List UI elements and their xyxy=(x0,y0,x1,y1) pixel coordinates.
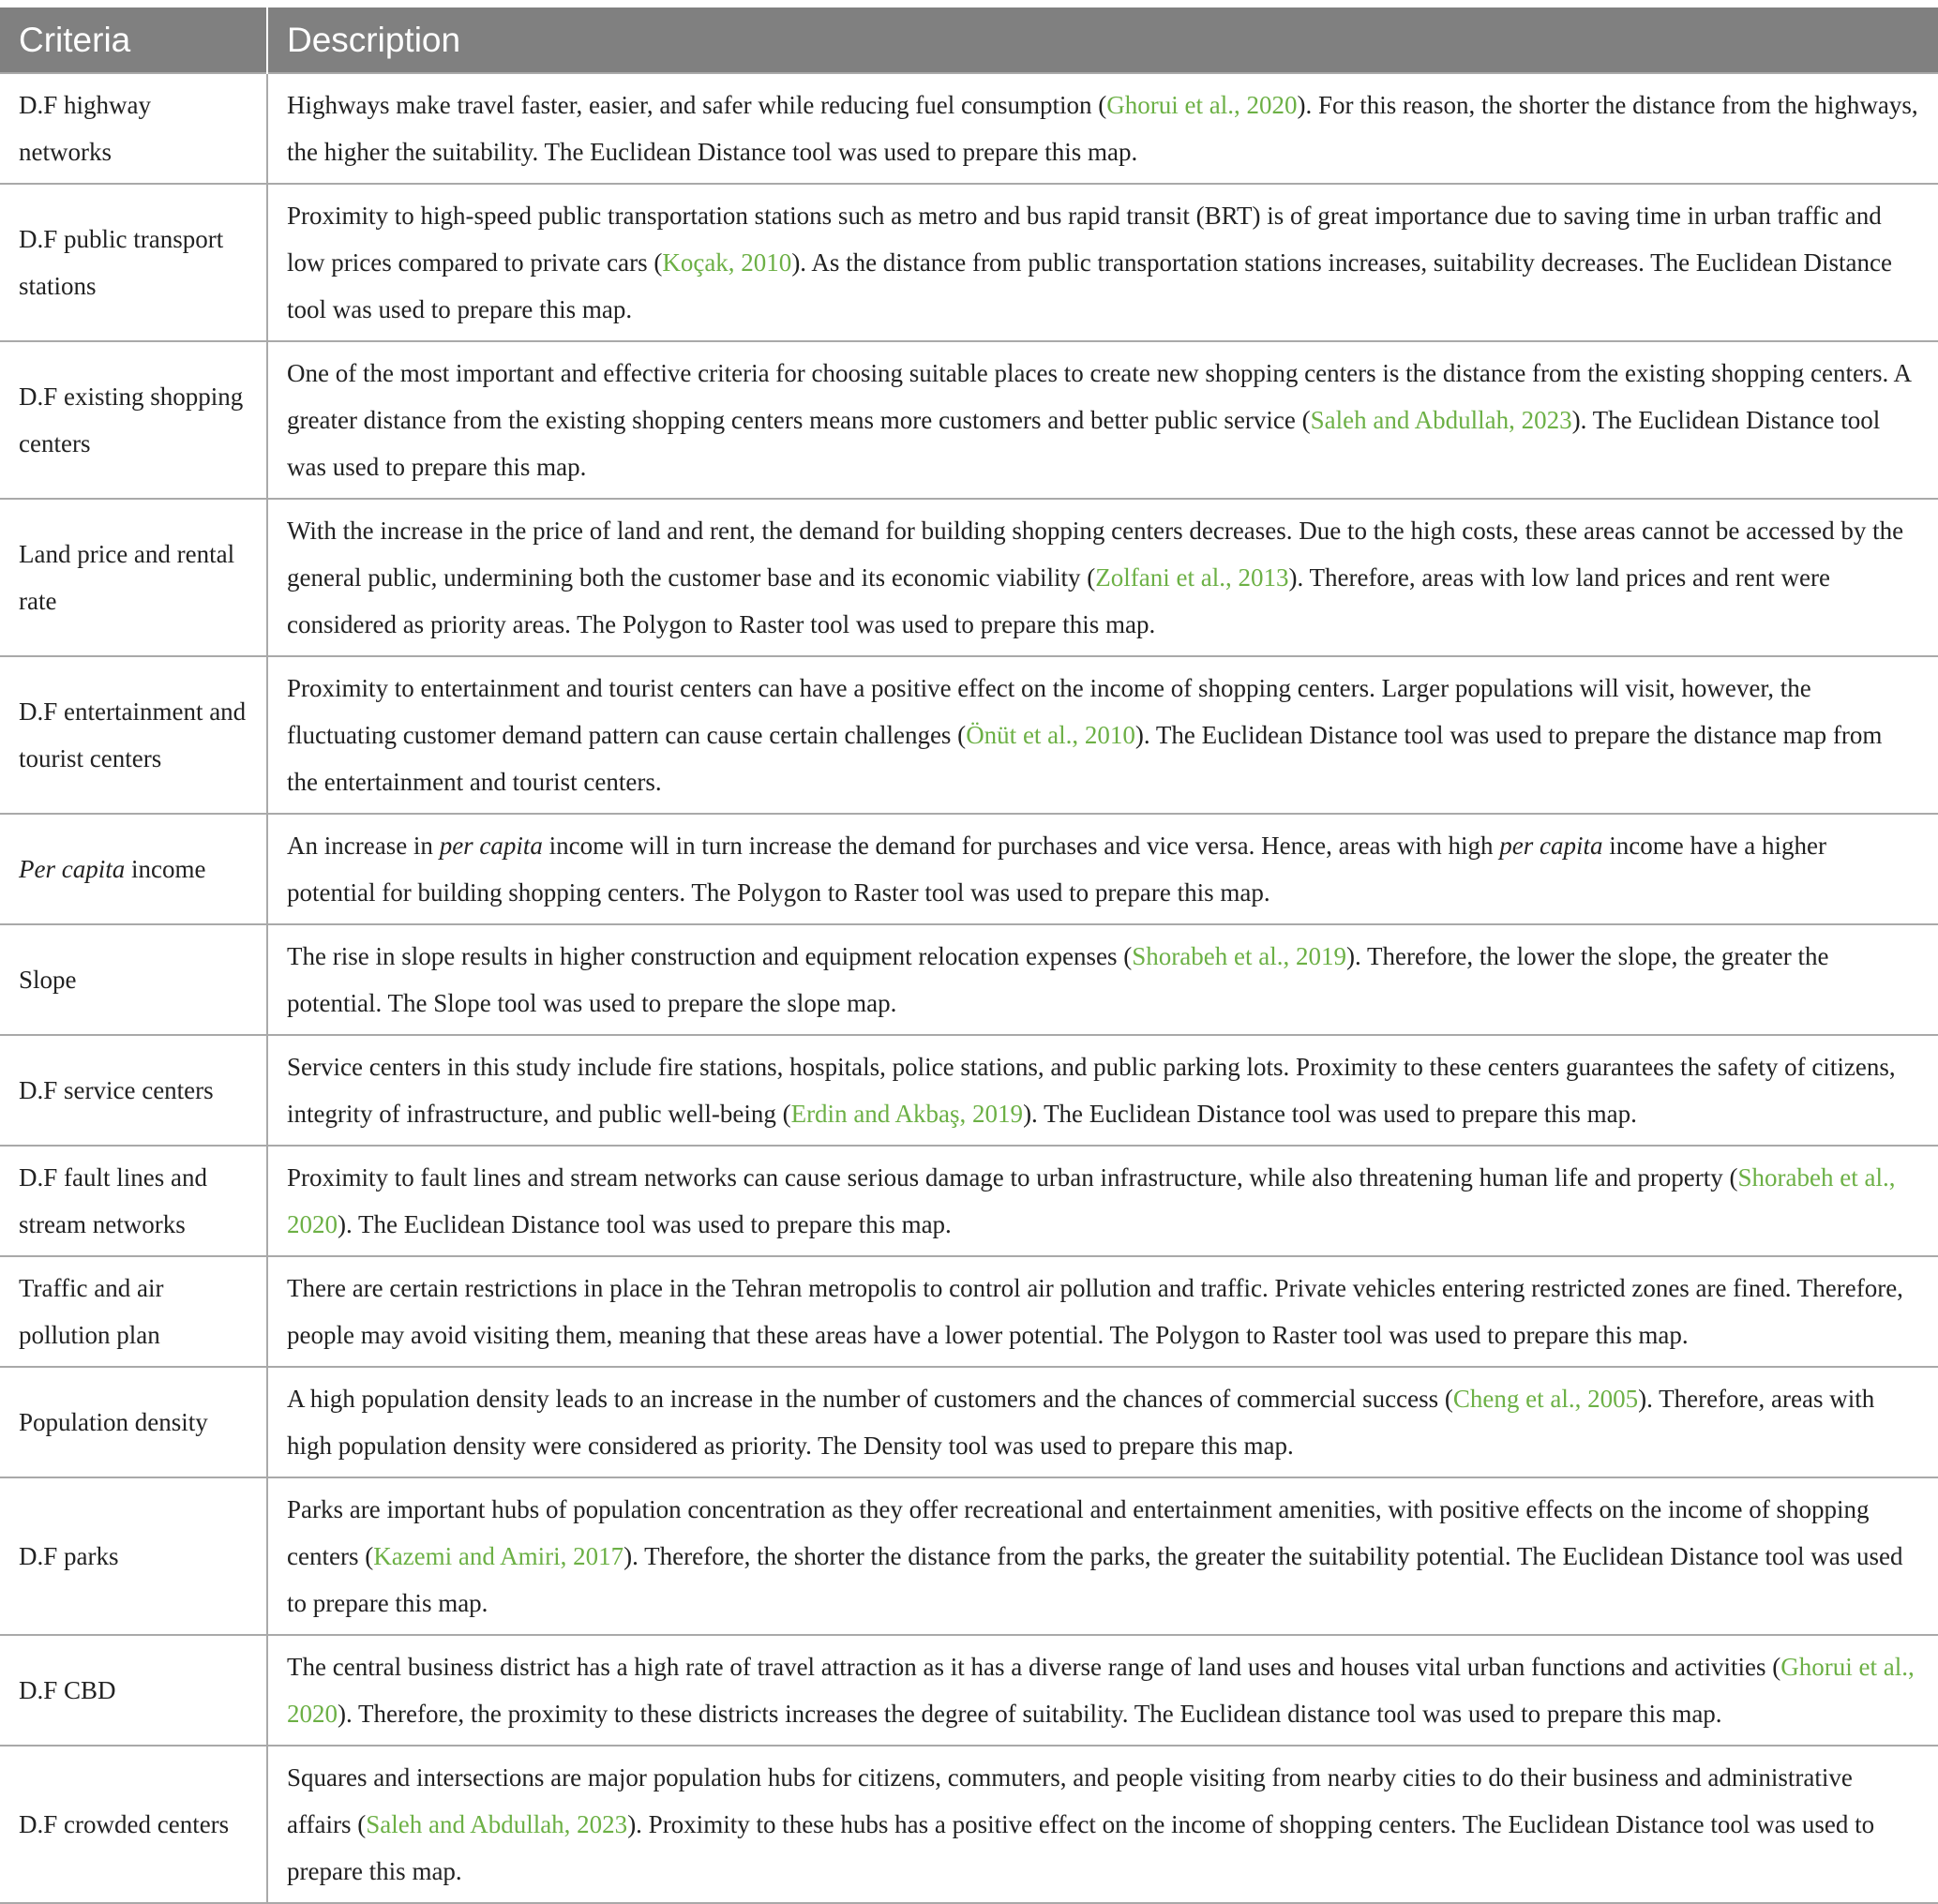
criteria-table-container xyxy=(0,7,1938,1904)
criteria-cell xyxy=(0,499,267,656)
table-row xyxy=(0,1635,1938,1746)
description-text: ). The Euclidean Distance tool was used to prepare the distance map from the entertainment and tourist centers. xyxy=(287,721,1883,796)
description-text: income have a higher potential for building shopping centers. The Polygon to Raster tool was used to prepare this map. xyxy=(287,832,1826,907)
column-header-description: Description xyxy=(267,7,1938,73)
citation-link[interactable]: Ghorui et al., 2020 xyxy=(287,1653,1915,1728)
table-row xyxy=(0,341,1938,499)
description-text: With the increase in the price of land and rent, the demand for building shopping centers decreases. Due to the high costs, these areas cannot be accessed by the general public, undermining both the customer base and its economic viability ( xyxy=(287,517,1904,592)
description-cell xyxy=(267,1146,1938,1256)
description-cell xyxy=(267,73,1938,184)
description-text: ). Proximity to these hubs has a positive effect on the income of shopping centers. The Euclidean Distance tool was used to prepare this map. xyxy=(287,1810,1875,1885)
citation-link[interactable]: Erdin and Akbaş, 2019 xyxy=(790,1100,1024,1128)
criteria-cell xyxy=(0,1635,267,1746)
criteria-cell xyxy=(0,1367,267,1477)
citation-link[interactable]: Saleh and Abdullah, 2023 xyxy=(1310,406,1572,434)
description-text: The rise in slope results in higher construction and equipment relocation expenses ( xyxy=(287,942,1133,970)
description-text: One of the most important and effective criteria for choosing suitable places to create new shopping centers is the distance from the existing shopping centers. A greater distance from the existing shopping centers means more customers and better public service ( xyxy=(287,359,1911,434)
table-row xyxy=(0,656,1938,814)
table-body xyxy=(0,73,1938,1903)
criteria-cell xyxy=(0,814,267,924)
criteria-text: D.F public transport stations xyxy=(19,225,224,300)
description-text: Highways make travel faster, easier, and safer while reducing fuel consumption ( xyxy=(287,91,1107,119)
description-text: ). As the distance from public transportation stations increases, suitability decreases. The Euclidean Distance tool was used to prepare this map. xyxy=(287,248,1892,323)
description-text: There are certain restrictions in place in the Tehran metropolis to control air pollution and traffic. Private vehicles entering restricted zones are fined. Therefore, people may avoid visiting them, meaning that these areas have a lower potential. The Polygon to Raster tool was used to prepare this map. xyxy=(287,1274,1903,1349)
criteria-table xyxy=(0,7,1938,1904)
header-row xyxy=(0,7,1938,73)
description-cell xyxy=(267,1635,1938,1746)
table-row xyxy=(0,1367,1938,1477)
citation-link[interactable]: Saleh and Abdullah, 2023 xyxy=(366,1810,628,1838)
citation-link[interactable]: Koçak, 2010 xyxy=(662,248,792,277)
description-text: A high population density leads to an increase in the number of customers and the chances of commercial success ( xyxy=(287,1385,1453,1413)
criteria-text: D.F existing shopping centers xyxy=(19,382,244,457)
criteria-text: D.F crowded centers xyxy=(19,1810,230,1838)
description-cell xyxy=(267,184,1938,341)
criteria-text: Traffic and air pollution plan xyxy=(19,1274,164,1349)
criteria-italic-text: Per capita xyxy=(19,855,126,883)
criteria-cell xyxy=(0,73,267,184)
table-row xyxy=(0,924,1938,1035)
citation-link[interactable]: Shorabeh et al., 2019 xyxy=(1132,942,1346,970)
criteria-text: Land price and rental rate xyxy=(19,540,235,615)
description-cell xyxy=(267,341,1938,499)
table-row xyxy=(0,1035,1938,1146)
criteria-text: D.F parks xyxy=(19,1542,119,1570)
criteria-text: D.F highway networks xyxy=(19,91,151,166)
description-text: ). For this reason, the shorter the distance from the highways, the higher the suitability. The Euclidean Distance tool was used to prepare this map. xyxy=(287,91,1918,166)
description-cell xyxy=(267,499,1938,656)
citation-link[interactable]: Shorabeh et al., 2020 xyxy=(287,1163,1896,1238)
description-text: Service centers in this study include fire stations, hospitals, police stations, and public parking lots. Proximity to these centers guarantees the safety of citizens, integrity of infrastructure, and public well-being ( xyxy=(287,1053,1896,1128)
citation-link[interactable]: Cheng et al., 2005 xyxy=(1452,1385,1639,1413)
column-header-criteria: Criteria xyxy=(0,7,267,73)
table-row xyxy=(0,184,1938,341)
description-text: ). Therefore, areas with high population density were considered as priority. The Density tool was used to prepare this map. xyxy=(287,1385,1875,1460)
table-row xyxy=(0,814,1938,924)
table-header xyxy=(0,7,1938,73)
description-text: Proximity to high-speed public transportation stations such as metro and bus rapid transit (BRT) is of great importance due to saving time in urban traffic and low prices compared to private cars ( xyxy=(287,202,1882,277)
criteria-cell xyxy=(0,656,267,814)
description-cell xyxy=(267,1477,1938,1635)
description-text: Proximity to entertainment and tourist centers can have a positive effect on the income of shopping centers. Larger populations will visit, however, the fluctuating customer demand pattern can cause certain challenges ( xyxy=(287,674,1811,749)
description-cell xyxy=(267,656,1938,814)
citation-link[interactable]: Önüt et al., 2010 xyxy=(966,721,1135,749)
criteria-text: D.F entertainment and tourist centers xyxy=(19,697,247,772)
criteria-cell xyxy=(0,184,267,341)
description-cell xyxy=(267,1256,1938,1367)
description-text: The central business district has a high rate of travel attraction as it has a diverse range of land uses and houses vital urban functions and activities ( xyxy=(287,1653,1781,1681)
description-italic-text: per capita xyxy=(439,832,543,860)
description-text: ). The Euclidean Distance tool was used to prepare this map. xyxy=(287,406,1881,481)
citation-link[interactable]: Kazemi and Amiri, 2017 xyxy=(373,1542,624,1570)
criteria-text: D.F CBD xyxy=(19,1676,116,1704)
description-text: Parks are important hubs of population concentration as they offer recreational and entertainment amenities, with positive effects on the income of shopping centers ( xyxy=(287,1495,1870,1570)
criteria-text: Population density xyxy=(19,1408,208,1436)
description-cell xyxy=(267,1367,1938,1477)
citation-link[interactable]: Ghorui et al., 2020 xyxy=(1106,91,1298,119)
criteria-cell xyxy=(0,1477,267,1635)
criteria-text: D.F service centers xyxy=(19,1076,214,1104)
description-text: Proximity to fault lines and stream networks can cause serious damage to urban infrastructure, while also threatening human life and property ( xyxy=(287,1163,1738,1192)
description-text: ). The Euclidean Distance tool was used to prepare this map. xyxy=(1023,1100,1637,1128)
description-text: An increase in xyxy=(287,832,440,860)
citation-link[interactable]: Zolfani et al., 2013 xyxy=(1095,563,1289,592)
criteria-cell xyxy=(0,341,267,499)
criteria-cell xyxy=(0,924,267,1035)
description-text: ). Therefore, the lower the slope, the greater the potential. The Slope tool was used to prepare the slope map. xyxy=(287,942,1829,1017)
criteria-text: D.F fault lines and stream networks xyxy=(19,1163,207,1238)
description-text: income will in turn increase the demand for purchases and vice versa. Hence, areas with high xyxy=(542,832,1500,860)
description-cell xyxy=(267,924,1938,1035)
description-text: ). The Euclidean Distance tool was used to prepare this map. xyxy=(338,1210,952,1238)
criteria-cell xyxy=(0,1256,267,1367)
criteria-cell xyxy=(0,1035,267,1146)
description-italic-text: per capita xyxy=(1499,832,1603,860)
table-row xyxy=(0,1477,1938,1635)
description-text: ). Therefore, areas with low land prices and rent were considered as priority areas. The Polygon to Raster tool was used to prepare this map. xyxy=(287,563,1830,638)
criteria-cell xyxy=(0,1146,267,1256)
description-text: ). Therefore, the shorter the distance from the parks, the greater the suitability potential. The Euclidean Distance tool was used to prepare this map. xyxy=(287,1542,1903,1617)
table-row xyxy=(0,1256,1938,1367)
table-row xyxy=(0,1146,1938,1256)
description-text: Squares and intersections are major population hubs for citizens, commuters, and people visiting from nearby cities to do their business and administrative affairs ( xyxy=(287,1763,1853,1838)
criteria-text: Slope xyxy=(19,966,77,994)
table-row xyxy=(0,73,1938,184)
criteria-text: income xyxy=(125,855,206,883)
description-cell xyxy=(267,1035,1938,1146)
description-cell xyxy=(267,814,1938,924)
description-text: ). Therefore, the proximity to these districts increases the degree of suitability. The Euclidean distance tool was used to prepare this map. xyxy=(338,1700,1722,1728)
table-row xyxy=(0,499,1938,656)
